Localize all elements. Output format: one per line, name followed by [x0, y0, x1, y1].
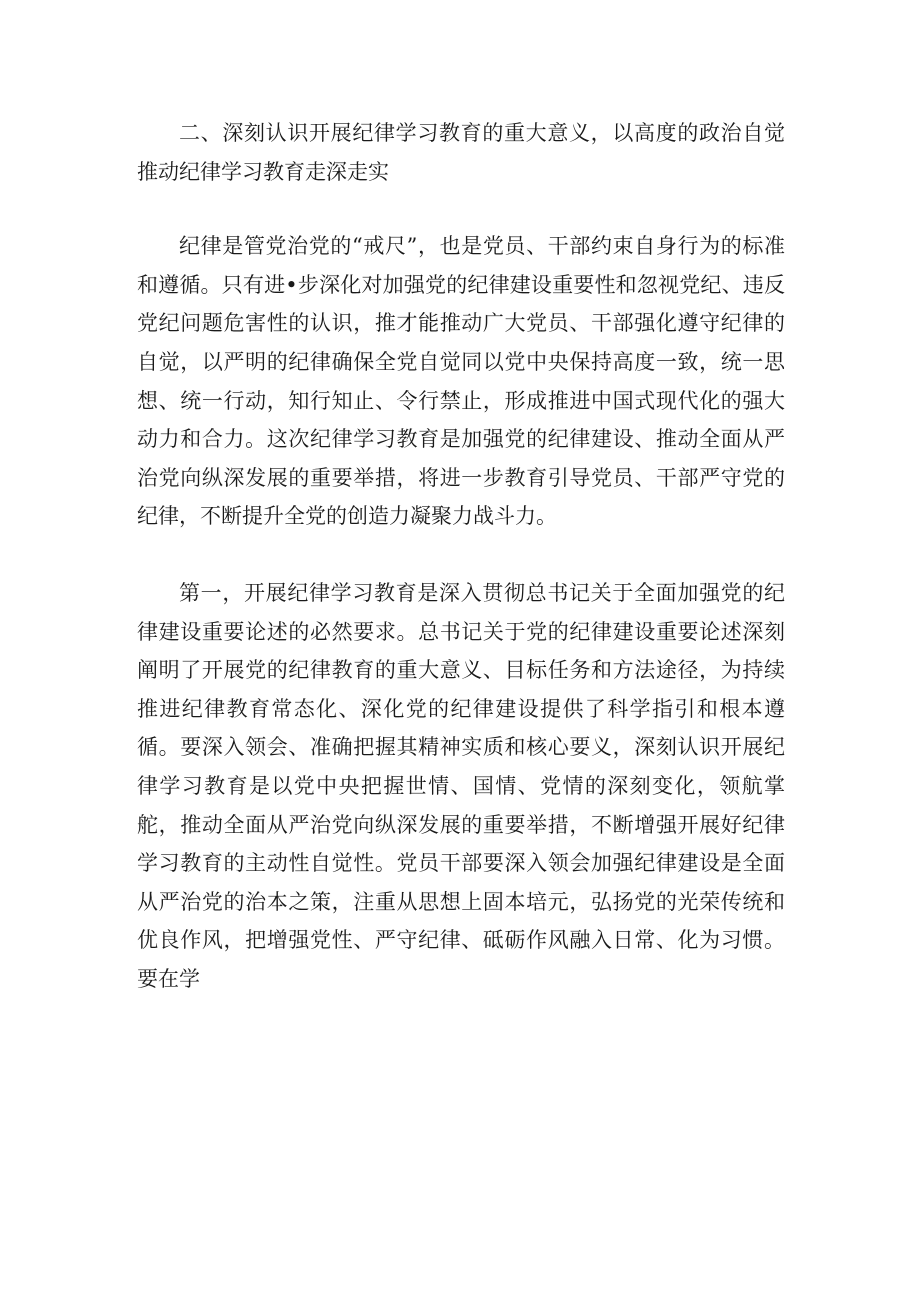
paragraph-discipline: 纪律是管党治党的“戒尺”，也是党员、干部约束自身行为的标准和遵循。只有进•步深化对加强党的纪律建设重要性和忽视党纪、违反党纪问题危害性的认识，推才能推动广大党员、干部强化遵守纪律的自觉，以严明的纪律确保全党自觉同以党中央保持高度一致，统一思想、统一行动，知行知止、令行禁止，形成推进中国式现代化的强大动力和合力。这次纪律学习教育是加强党的纪律建设、推动全面从严治党向纵深发展的重要举措，将进一步教育引导党员、干部严守党的纪律，不断提升全党的创造力凝聚力战斗力。	[137, 234, 785, 529]
section-heading: 二、深刻认识开展纪律学习教育的重大意义，以高度的政治自觉推动纪律学习教育走深走实	[137, 121, 785, 184]
paragraph-first-point: 第一，开展纪律学习教育是深入贯彻总书记关于全面加强党的纪律建设重要论述的必然要求。总书记关于党的纪律建设重要论述深刻阐明了开展党的纪律教育的重大意义、目标任务和方法途径，为持续推进纪律教育常态化、深化党的纪律建设提供了科学指引和根本遵循。要深入领会、准确把握其精神实质和核心要义，深刻认识开展纪律学习教育是以党中央把握世情、国情、党情的深刻变化，领航掌舵，推动全面从严治党向纵深发展的重要举措，不断增强开展好纪律学习教育的主动性自觉性。党员干部要深入领会加强纪律建设是全面从严治党的治本之策，注重从思想上固本培元，弘扬党的光荣传统和优良作风，把增强党性、严守纪律、砥砺作风融入日常、化为习惯。要在学	[137, 580, 785, 991]
document-page	[137, 114, 785, 998]
